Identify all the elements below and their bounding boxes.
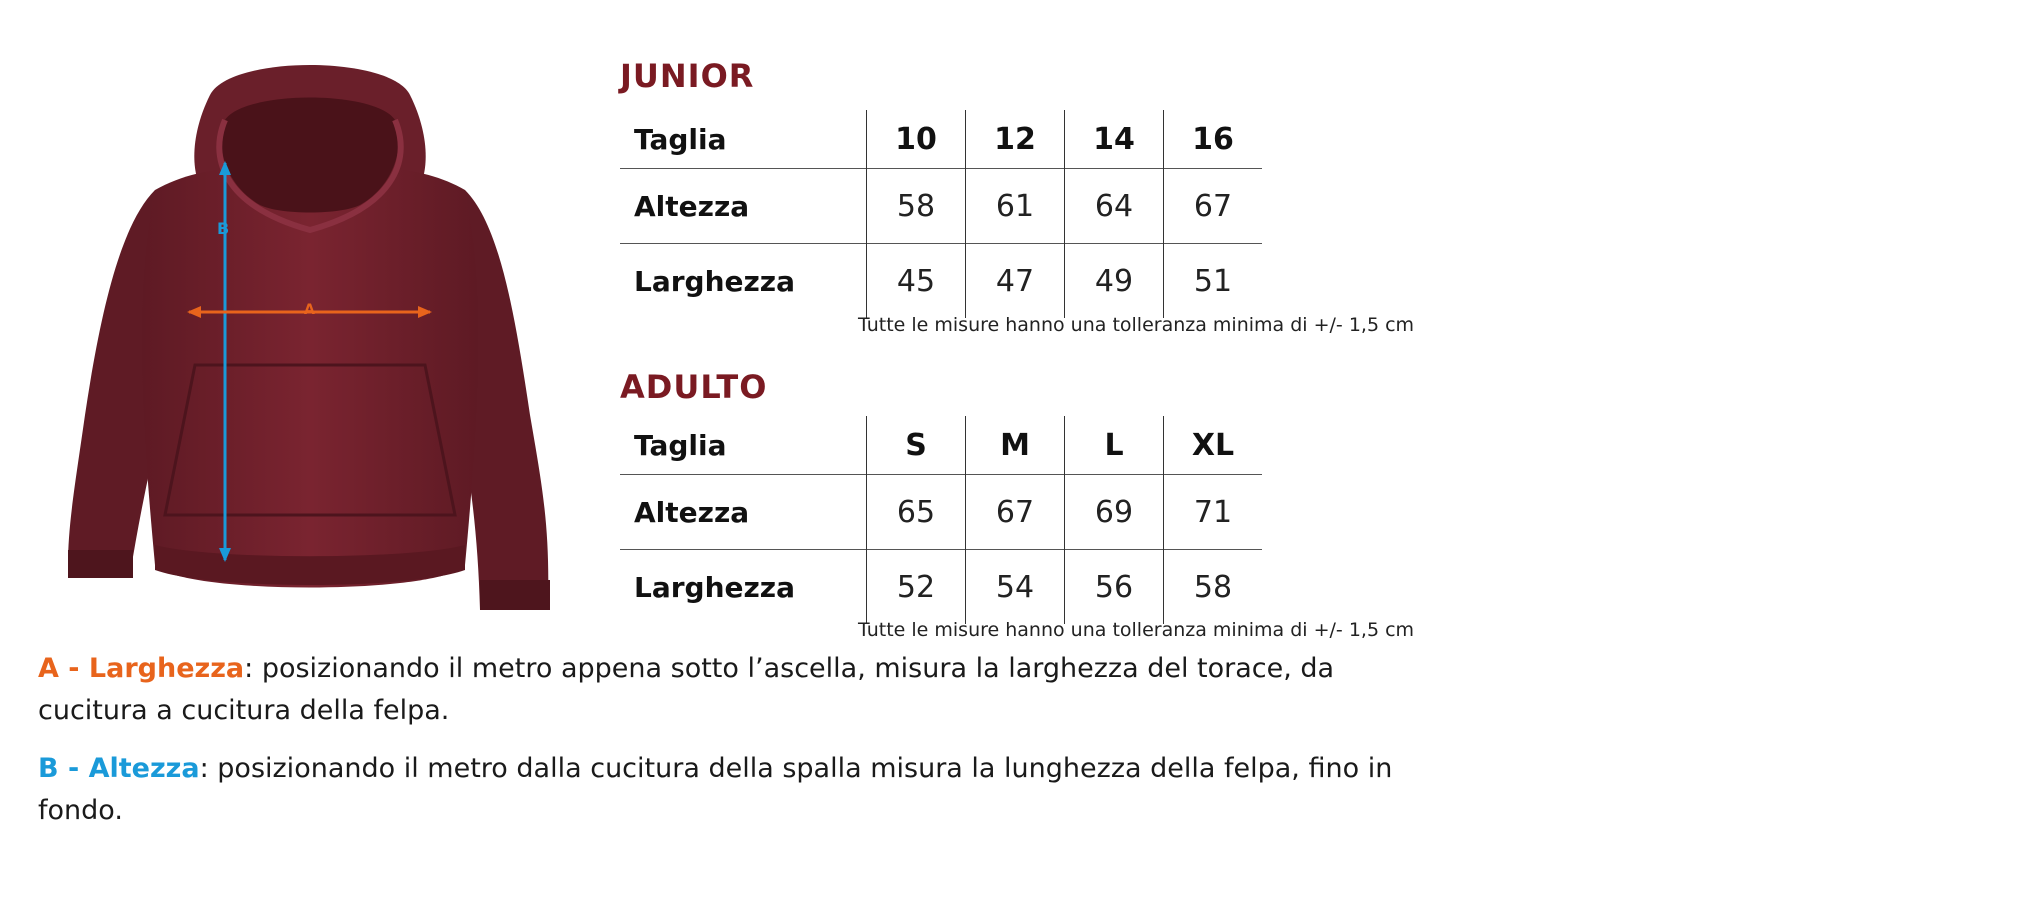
junior-tolerance-note: Tutte le misure hanno una tolleranza minima di +/- 1,5 cm — [858, 314, 1415, 336]
adulto-size-cell: XL — [1164, 416, 1263, 475]
adulto-value-cell: 67 — [966, 475, 1065, 550]
junior-value-cell: 49 — [1065, 244, 1164, 319]
junior-header-label: Taglia — [634, 122, 727, 156]
instruction-b — [38, 748, 1438, 832]
junior-value-cell: 45 — [867, 244, 966, 319]
junior-row-label: Altezza — [620, 169, 867, 244]
junior-value-cell: 64 — [1065, 169, 1164, 244]
adulto-header-label: Taglia — [634, 428, 727, 462]
junior-size-cell: 14 — [1065, 110, 1164, 169]
adulto-size-cell: S — [867, 416, 966, 475]
junior-value-cell: 51 — [1164, 244, 1263, 319]
adulto-size-cell: L — [1065, 416, 1164, 475]
adulto-value-cell: 58 — [1164, 550, 1263, 625]
adulto-row-larghezza — [620, 550, 1262, 625]
junior-header-row — [620, 110, 1262, 169]
adulto-size-cell: M — [966, 416, 1065, 475]
junior-size-table — [620, 110, 1262, 318]
adulto-value-cell: 71 — [1164, 475, 1263, 550]
hoodie-body — [68, 65, 550, 610]
junior-size-cell: 10 — [867, 110, 966, 169]
adulto-row-label: Larghezza — [620, 550, 867, 625]
junior-row-larghezza — [620, 244, 1262, 319]
adulto-header-row — [620, 416, 1262, 475]
junior-size-cell: 12 — [966, 110, 1065, 169]
junior-value-cell: 67 — [1164, 169, 1263, 244]
junior-value-cell: 58 — [867, 169, 966, 244]
junior-value-cell: 47 — [966, 244, 1065, 319]
junior-title: JUNIOR — [620, 57, 755, 95]
junior-value-cell: 61 — [966, 169, 1065, 244]
adulto-value-cell: 65 — [867, 475, 966, 550]
hoodie-illustration — [60, 55, 560, 625]
instruction-a — [38, 648, 1438, 732]
adulto-row-altezza — [620, 475, 1262, 550]
instruction-b-key: B - Altezza — [38, 753, 200, 784]
adulto-value-cell: 56 — [1065, 550, 1164, 625]
adulto-value-cell: 69 — [1065, 475, 1164, 550]
junior-row-altezza — [620, 169, 1262, 244]
adulto-row-label: Altezza — [620, 475, 867, 550]
measure-a-label: A — [304, 302, 315, 318]
adulto-tolerance-note: Tutte le misure hanno una tolleranza minima di +/- 1,5 cm — [858, 619, 1415, 641]
adulto-title: ADULTO — [620, 368, 768, 406]
adulto-size-table — [620, 416, 1262, 624]
instruction-b-text: : posizionando il metro dalla cucitura della spalla misura la lunghezza della felpa, fino in fondo. — [38, 753, 1393, 826]
adulto-value-cell: 54 — [966, 550, 1065, 625]
instruction-a-key: A - Larghezza — [38, 653, 245, 684]
measure-b-label: B — [217, 219, 230, 238]
instruction-a-text: : posizionando il metro appena sotto l’ascella, misura la larghezza del torace, da cucitura a cucitura della felpa. — [38, 653, 1335, 726]
junior-row-label: Larghezza — [620, 244, 867, 319]
adulto-value-cell: 52 — [867, 550, 966, 625]
junior-size-cell: 16 — [1164, 110, 1263, 169]
